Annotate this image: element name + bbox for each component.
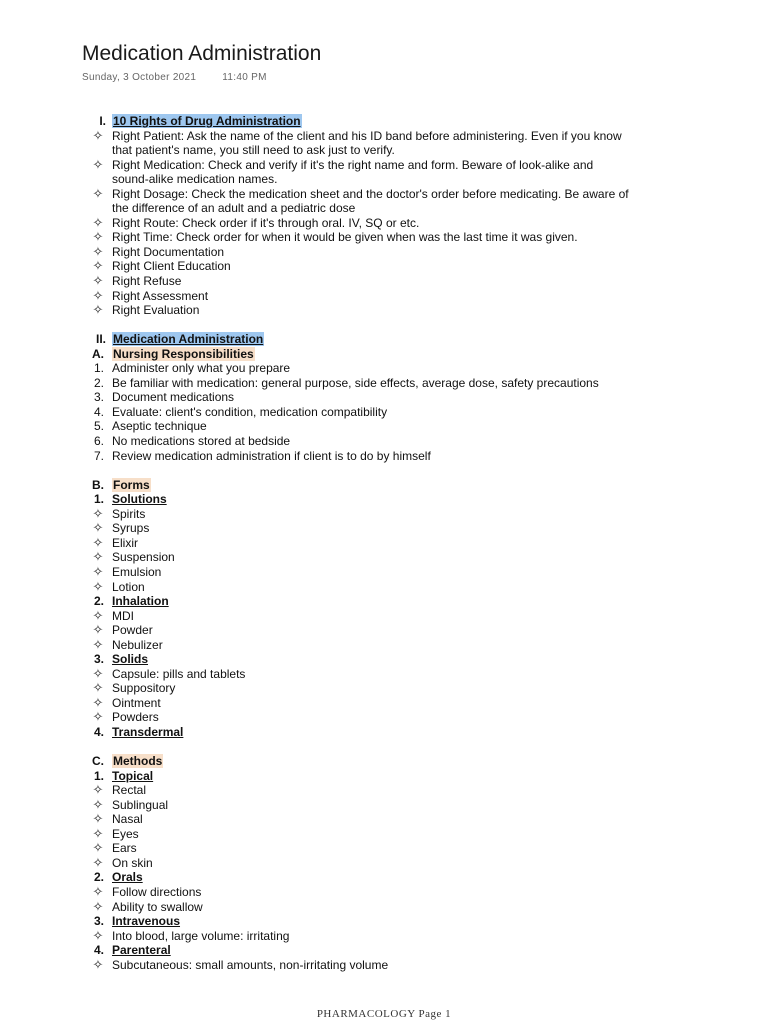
item-text: Evaluate: client's condition, medication compatibility — [112, 404, 388, 419]
group-number: 4. — [93, 724, 104, 739]
bullet-item — [88, 289, 728, 304]
bullet-item — [88, 929, 728, 944]
star-bullet-icon: ✧ — [92, 927, 104, 943]
bullet-text: Ointment — [112, 695, 161, 710]
bullet-text: Right Medication: Check and verify if it's the right name and form. Beware of look-alike and — [112, 157, 594, 172]
item-number: 7. — [93, 448, 104, 463]
bullet-text: Right Refuse — [112, 274, 182, 289]
group-title-wrap — [112, 870, 143, 885]
bullet-text: Right Time: Check order for when it would be given when was the last time it was given. — [112, 230, 578, 245]
bullet-text: Ears — [112, 841, 137, 856]
bullet-text: sound-alike medication names. — [112, 172, 278, 187]
bullet-text: Into blood, large volume: irritating — [112, 928, 290, 943]
bullet-text: Follow directions — [112, 884, 202, 899]
group-title-wrap — [112, 594, 169, 609]
subsection-title-wrap — [112, 347, 255, 362]
numbered-item — [88, 390, 728, 405]
star-bullet-icon: ✧ — [92, 854, 104, 870]
bullet-item — [88, 900, 728, 915]
bullet-item — [88, 216, 728, 231]
bullet-text: Nasal — [112, 812, 143, 827]
item-number: 5. — [93, 419, 104, 434]
bullet-item — [88, 172, 728, 187]
subsection-title-wrap — [112, 754, 163, 769]
bullet-text: Right Assessment — [112, 288, 209, 303]
bullet-item — [88, 259, 728, 274]
group-number: 2. — [93, 870, 104, 885]
group-title: Inhalation — [112, 594, 169, 609]
bullet-item — [88, 812, 728, 827]
group-heading — [88, 492, 728, 507]
bullet-text: Sublingual — [112, 797, 169, 812]
star-bullet-icon: ✧ — [92, 665, 104, 681]
star-bullet-icon: ✧ — [92, 782, 104, 798]
star-bullet-icon: ✧ — [92, 883, 104, 899]
section-title-wrap — [112, 332, 264, 347]
group-title-wrap — [112, 914, 180, 929]
bullet-item — [88, 565, 728, 580]
group-heading — [88, 725, 728, 740]
subsection-title: Forms — [113, 477, 150, 492]
bullet-item — [88, 623, 728, 638]
star-bullet-icon: ✧ — [92, 534, 104, 550]
bullet-item — [88, 187, 728, 202]
star-bullet-icon: ✧ — [92, 505, 104, 521]
star-bullet-icon: ✧ — [92, 694, 104, 710]
bullet-item — [88, 550, 728, 565]
subsection-title-wrap — [112, 478, 151, 493]
bullet-item — [88, 958, 728, 973]
section-heading — [88, 114, 728, 129]
bullet-item — [88, 841, 728, 856]
group-title: Parenteral — [112, 943, 171, 958]
bullet-item — [88, 667, 728, 682]
bullet-text: Spirits — [112, 506, 146, 521]
star-bullet-icon: ✧ — [92, 258, 104, 274]
section-title-wrap — [112, 114, 302, 129]
bullet-item — [88, 609, 728, 624]
bullet-text: Capsule: pills and tablets — [112, 666, 246, 681]
bullet-item — [88, 710, 728, 725]
group-number: 1. — [93, 492, 104, 507]
bullet-text: Powder — [112, 623, 153, 638]
group-title-wrap — [112, 943, 171, 958]
bullet-item — [88, 507, 728, 522]
item-text: Be familiar with medication: general purpose, side effects, average dose, safety precautions — [112, 375, 599, 390]
spacer — [88, 463, 728, 478]
bullet-item — [88, 638, 728, 653]
star-bullet-icon: ✧ — [92, 520, 104, 536]
bullet-text: Right Documentation — [112, 244, 225, 259]
group-number: 3. — [93, 914, 104, 929]
bullet-text: MDI — [112, 608, 134, 623]
numbered-item — [88, 361, 728, 376]
bullet-item — [88, 245, 728, 260]
bullet-text: Right Dosage: Check the medication sheet and the doctor's order before medicating. Be aware of — [112, 186, 629, 201]
subsection-letter: A. — [92, 346, 104, 361]
item-number: 4. — [93, 404, 104, 419]
bullet-text: Elixir — [112, 535, 138, 550]
group-number: 2. — [93, 594, 104, 609]
subsection-letter: C. — [92, 754, 104, 769]
bullet-item — [88, 536, 728, 551]
star-bullet-icon: ✧ — [92, 273, 104, 289]
star-bullet-icon: ✧ — [92, 578, 104, 594]
bullet-item — [88, 827, 728, 842]
numbered-item — [88, 449, 728, 464]
bullet-text: Right Client Education — [112, 259, 231, 274]
subsection-heading — [88, 754, 728, 769]
group-title-wrap — [112, 769, 153, 784]
group-title-wrap — [112, 652, 148, 667]
group-heading — [88, 943, 728, 958]
subsection-title: Methods — [113, 754, 163, 769]
note-date: Sunday, 3 October 2021 — [82, 72, 197, 83]
section-title: Medication Administration — [113, 332, 264, 347]
item-number: 6. — [93, 434, 104, 449]
numbered-item — [88, 419, 728, 434]
item-number: 2. — [93, 375, 104, 390]
numbered-item — [88, 376, 728, 391]
numbered-item — [88, 434, 728, 449]
group-number: 1. — [93, 768, 104, 783]
section-number: II. — [95, 332, 106, 347]
page-title: Medication Administration — [82, 42, 322, 65]
star-bullet-icon: ✧ — [92, 622, 104, 638]
item-text: No medications stored at bedside — [112, 434, 291, 449]
item-number: 3. — [93, 390, 104, 405]
bullet-text: Nebulizer — [112, 637, 163, 652]
bullet-text: Eyes — [112, 826, 139, 841]
bullet-text: Emulsion — [112, 564, 162, 579]
star-bullet-icon: ✧ — [92, 302, 104, 318]
bullet-text: that patient's name, you still need to ask just to verify. — [112, 143, 395, 158]
star-bullet-icon: ✧ — [92, 287, 104, 303]
star-bullet-icon: ✧ — [92, 127, 104, 143]
group-title: Intravenous — [112, 914, 181, 929]
star-bullet-icon: ✧ — [92, 214, 104, 230]
section-heading — [88, 332, 728, 347]
bullet-item — [88, 303, 728, 318]
numbered-item — [88, 405, 728, 420]
bullet-text: Powders — [112, 710, 159, 725]
group-number: 3. — [93, 652, 104, 667]
bullet-text: Right Evaluation — [112, 303, 200, 318]
note-timestamp — [82, 72, 267, 83]
group-heading — [88, 652, 728, 667]
bullet-item — [88, 681, 728, 696]
group-title-wrap — [112, 725, 183, 740]
item-text: Aseptic technique — [112, 419, 207, 434]
bullet-item — [88, 158, 728, 173]
section-title: 10 Rights of Drug Administration — [113, 114, 301, 128]
bullet-text: Ability to swallow — [112, 899, 203, 914]
spacer — [88, 318, 728, 333]
bullet-text: Rectal — [112, 783, 147, 798]
star-bullet-icon: ✧ — [92, 811, 104, 827]
bullet-item — [88, 856, 728, 871]
bullet-text: Suppository — [112, 681, 176, 696]
star-bullet-icon: ✧ — [92, 636, 104, 652]
bullet-text: Right Route: Check order if it's through oral. IV, SQ or etc. — [112, 215, 420, 230]
star-bullet-icon: ✧ — [92, 229, 104, 245]
bullet-item — [88, 783, 728, 798]
bullet-text: Syrups — [112, 521, 150, 536]
group-heading — [88, 870, 728, 885]
star-bullet-icon: ✧ — [92, 243, 104, 259]
star-bullet-icon: ✧ — [92, 156, 104, 172]
subsection-heading — [88, 347, 728, 362]
group-heading — [88, 594, 728, 609]
bullet-item — [88, 201, 728, 216]
bullet-text: Suspension — [112, 550, 175, 565]
section-number: I. — [99, 114, 106, 128]
star-bullet-icon: ✧ — [92, 898, 104, 914]
bullet-item — [88, 143, 728, 158]
group-title: Orals — [112, 870, 143, 885]
page-footer: PHARMACOLOGY Page 1 — [316, 1008, 452, 1020]
star-bullet-icon: ✧ — [92, 840, 104, 856]
bullet-item — [88, 580, 728, 595]
bullet-text: Subcutaneous: small amounts, non-irritating volume — [112, 957, 389, 972]
bullet-item — [88, 798, 728, 813]
group-title: Transdermal — [112, 724, 184, 739]
group-number: 4. — [93, 943, 104, 958]
bullet-text: On skin — [112, 855, 153, 870]
bullet-item — [88, 521, 728, 536]
group-heading — [88, 769, 728, 784]
item-text: Document medications — [112, 390, 235, 405]
star-bullet-icon: ✧ — [92, 563, 104, 579]
spacer — [88, 740, 728, 755]
subsection-heading — [88, 478, 728, 493]
bullet-item — [88, 696, 728, 711]
bullet-text: Lotion — [112, 579, 145, 594]
note-time: 11:40 PM — [222, 72, 267, 83]
star-bullet-icon: ✧ — [92, 549, 104, 565]
group-title: Solutions — [112, 492, 167, 507]
group-title: Solids — [112, 652, 149, 667]
subsection-letter: B. — [92, 477, 104, 492]
star-bullet-icon: ✧ — [92, 607, 104, 623]
bullet-text: Right Patient: Ask the name of the client and his ID band before administering. Even if you know — [112, 128, 622, 143]
star-bullet-icon: ✧ — [92, 680, 104, 696]
bullet-item — [88, 885, 728, 900]
bullet-text: the difference of an adult and a pediatric dose — [112, 201, 356, 216]
star-bullet-icon: ✧ — [92, 709, 104, 725]
star-bullet-icon: ✧ — [92, 796, 104, 812]
bullet-item — [88, 230, 728, 245]
star-bullet-icon: ✧ — [92, 956, 104, 972]
bullet-item — [88, 274, 728, 289]
group-title: Topical — [112, 768, 154, 783]
bullet-item — [88, 129, 728, 144]
item-text: Review medication administration if client is to do by himself — [112, 448, 431, 463]
item-text: Administer only what you prepare — [112, 361, 291, 376]
note-body — [88, 114, 728, 972]
group-heading — [88, 914, 728, 929]
subsection-title: Nursing Responsibilities — [113, 346, 254, 361]
star-bullet-icon: ✧ — [92, 825, 104, 841]
group-title-wrap — [112, 492, 167, 507]
star-bullet-icon: ✧ — [92, 185, 104, 201]
item-number: 1. — [93, 361, 104, 376]
